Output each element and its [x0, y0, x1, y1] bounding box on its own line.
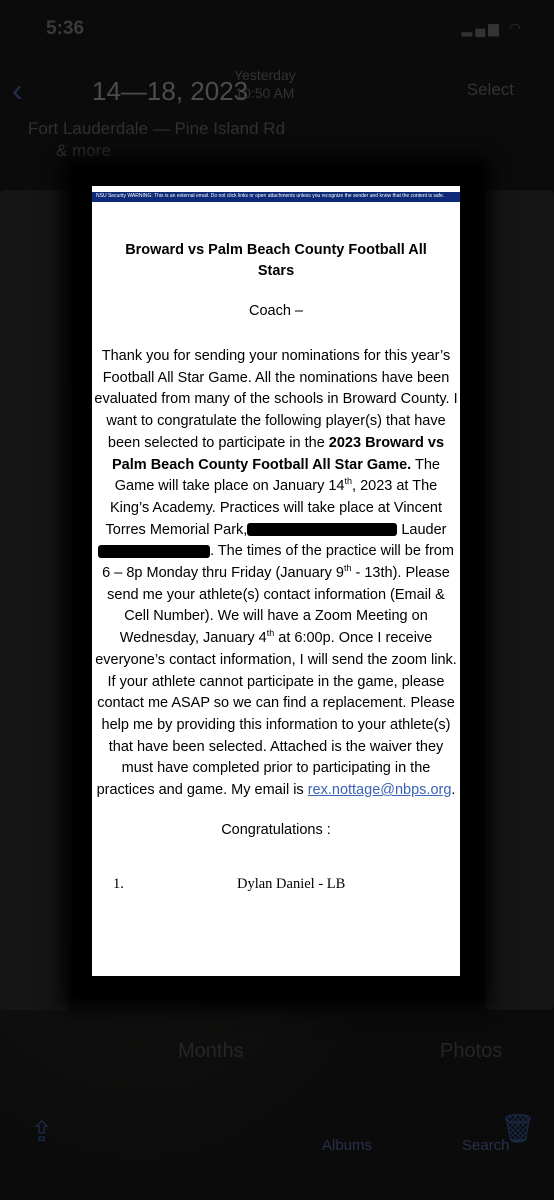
body-text-6: - 13th). Please send me your athlete(s) contact information (Email & Cell Number). We will have a Zoom Meeting on Wednesday, January 4: [107, 565, 450, 647]
timestamp-time: 10:50 AM: [235, 85, 295, 101]
wifi-icon: ◠: [508, 20, 524, 36]
email-document: [92, 186, 460, 976]
body-text-1: Thank you for sending your nominations for this year’s Football All Star Game. All the nominations have been evaluated from many of the schools in Broward County. I want to congratulate the following player(s) that have been selected to participate in the: [94, 348, 458, 451]
email-body: [92, 346, 460, 802]
body-text-3: , 2023 at The King’s Academy. Practices will take place at Vincent Torres Memorial Park,: [105, 478, 443, 538]
caption-line-1: Fort Lauderdale — Pine Island Rd: [28, 119, 286, 138]
status-time: 5:36: [46, 18, 85, 39]
background-photo-right: [486, 190, 554, 1010]
ordinal-suffix: th: [343, 563, 352, 574]
event-name: 2023 Broward vs Palm Beach County Football All Star Game.: [112, 434, 445, 473]
albums-tab[interactable]: Albums: [322, 1137, 373, 1154]
signal-icon: ▂▄▆: [461, 20, 502, 36]
photo-location-caption: [0, 118, 480, 162]
body-text-5: . The times of the practice will be from 6 – 8p Monday thru Friday (January 9: [102, 543, 454, 582]
select-button[interactable]: Select: [466, 80, 514, 99]
redaction-mark: [247, 523, 397, 536]
ordinal-suffix: th: [266, 628, 275, 639]
closing-line: Congratulations :: [221, 821, 331, 838]
body-text-7: at 6:00p. Once I receive everyone’s contact information, I will send the zoom link. If your athlete cannot participate in the game, please contact me ASAP so we can find a replacement. Please help me by providing this information to your athlete(s) that have been selected. Attached is the waiver they must have completed prior to participating in the practices and game. My email is: [95, 630, 457, 799]
share-icon[interactable]: ⇪: [30, 1116, 54, 1147]
photo-date-title: 14—18, 2023: [92, 76, 249, 106]
body-text-4: Lauder: [401, 521, 447, 538]
back-chevron-icon[interactable]: ‹: [12, 72, 23, 108]
photo-timestamp: [234, 66, 296, 102]
photos-label[interactable]: Photos: [440, 1040, 503, 1062]
redaction-mark: [98, 545, 210, 558]
body-text-8: .: [451, 782, 456, 799]
trash-icon[interactable]: 🗑: [500, 1113, 536, 1144]
player-list-item: [92, 876, 460, 896]
security-warning-banner: NSU Security WARNING: This is an external email. Do not click links or open attachments unless you recognize the sender and know that the content is safe.: [92, 192, 460, 202]
player-name: Dylan Daniel - LB: [237, 875, 346, 892]
timestamp-day: Yesterday: [234, 67, 296, 83]
status-icons: [461, 20, 524, 37]
background-photo-left: [0, 190, 70, 1010]
email-link[interactable]: rex.nottage@nbps.org: [307, 782, 452, 799]
player-number: 1.: [113, 875, 124, 892]
search-tab[interactable]: Search: [462, 1137, 510, 1154]
body-text-2: The Game will take place on January 14: [114, 456, 440, 495]
greeting: Coach –: [248, 303, 303, 319]
caption-line-2: & more: [56, 141, 111, 160]
document-title: Broward vs Palm Beach County Football All Stars: [125, 242, 427, 279]
months-label[interactable]: Months: [178, 1040, 244, 1062]
ordinal-suffix: th: [344, 476, 353, 487]
